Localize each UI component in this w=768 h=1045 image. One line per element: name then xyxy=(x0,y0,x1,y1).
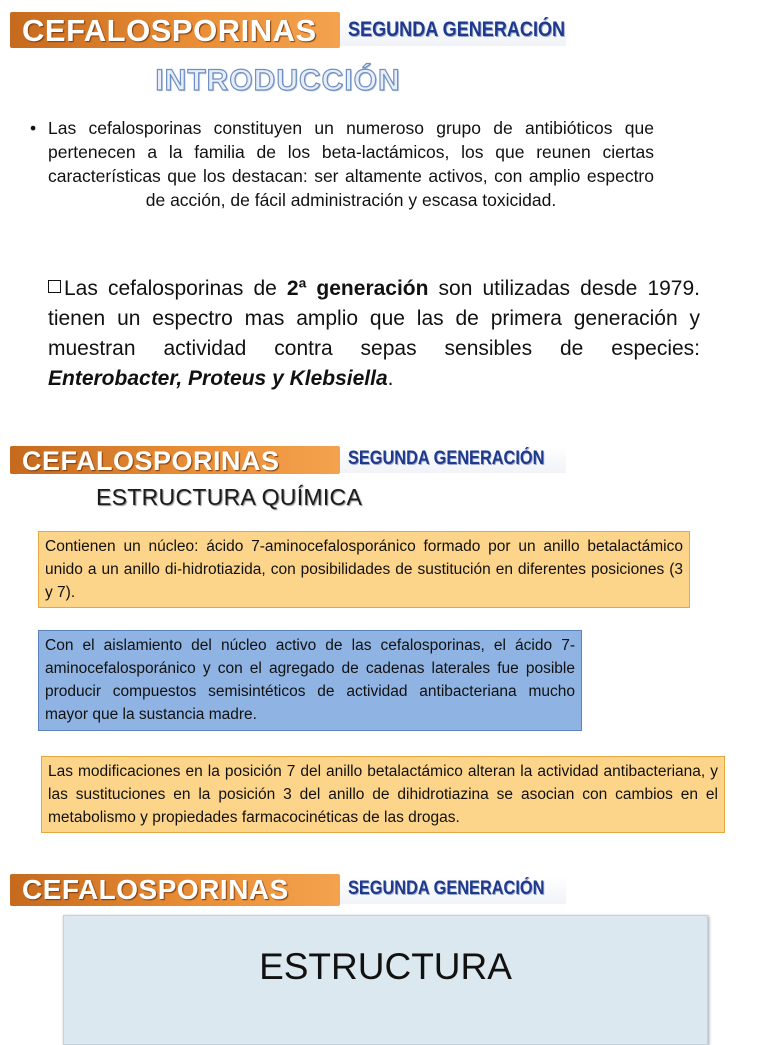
intro-title: INTRODUCCIÓN xyxy=(155,64,401,97)
header-banner-3 xyxy=(10,872,558,908)
second-gen-end: . xyxy=(387,367,394,390)
modifications-box: Las modificaciones en la posición 7 del anillo betalactámico alteran la actividad antibacteriana, y las sustituciones en la posición 3 del anillo de dihidrotiazina se asocian con cambios en el metabolismo y propiedades farmacocinéticas de las drogas. xyxy=(41,756,725,833)
banner-subtitle: SEGUNDA GENERACIÓN xyxy=(348,448,545,469)
isolation-box: Con el aislamiento del núcleo activo de las cefalosporinas, el ácido 7-aminocefalosporánico y con el agregado de cadenas laterales fue posible producir compuestos semisintéticos de actividad antibacteriana mucho mayor que la sustancia madre. xyxy=(38,630,582,731)
second-gen-part2: son utilizadas desde 1979. tienen un espectro mas amplio que las de primera generación y muestran actividad contra sepas sensibles de especies: xyxy=(48,277,700,360)
banner-subtitle: SEGUNDA GENERACIÓN xyxy=(348,878,545,899)
header-banner xyxy=(10,12,566,48)
second-gen-paragraph xyxy=(48,274,700,394)
species-list: Enterobacter, Proteus y Klebsiella xyxy=(48,367,388,390)
banner-subtitle: SEGUNDA GENERACIÓN xyxy=(348,18,566,41)
structure-panel xyxy=(63,915,708,1045)
banner-subtitle-bg xyxy=(340,876,566,904)
checkbox-bullet-icon xyxy=(48,280,61,293)
structure-title: ESTRUCTURA QUÍMICA xyxy=(96,484,363,510)
structure-panel-title: ESTRUCTURA xyxy=(259,946,512,987)
second-gen-bold: 2ª generación xyxy=(286,277,429,300)
banner-title-bg xyxy=(10,446,340,474)
second-gen-text xyxy=(48,274,700,394)
banner-title: CEFALOSPORINAS xyxy=(22,13,317,48)
banner-subtitle-bg xyxy=(340,14,566,46)
header-banner-2 xyxy=(10,442,558,478)
intro-text: Las cefalosporinas constituyen un numeroso grupo de antibióticos que pertenecen a la familia de los beta-lactámicos, los que reunen ciertas características que los destacan: ser altamente activos, con amplio espectro de acción, de fácil administración y escasa toxicidad. xyxy=(48,118,654,210)
banner-title: CEFALOSPORINAS xyxy=(22,446,280,476)
second-gen-part1: Las cefalosporinas de xyxy=(64,277,287,300)
intro-paragraph xyxy=(30,116,654,212)
banner-title-bg xyxy=(10,12,340,48)
banner-subtitle-bg xyxy=(340,447,566,473)
nucleus-box: Contienen un núcleo: ácido 7-aminocefalosporánico formado por un anillo betalactámico unido a un anillo di-hidrotiazida, con posibilidades de sustitución en diferentes posiciones (3 y 7). xyxy=(38,531,690,608)
banner-title-bg xyxy=(10,874,340,906)
banner-title: CEFALOSPORINAS xyxy=(22,874,289,905)
bullet-icon: • xyxy=(30,118,37,138)
